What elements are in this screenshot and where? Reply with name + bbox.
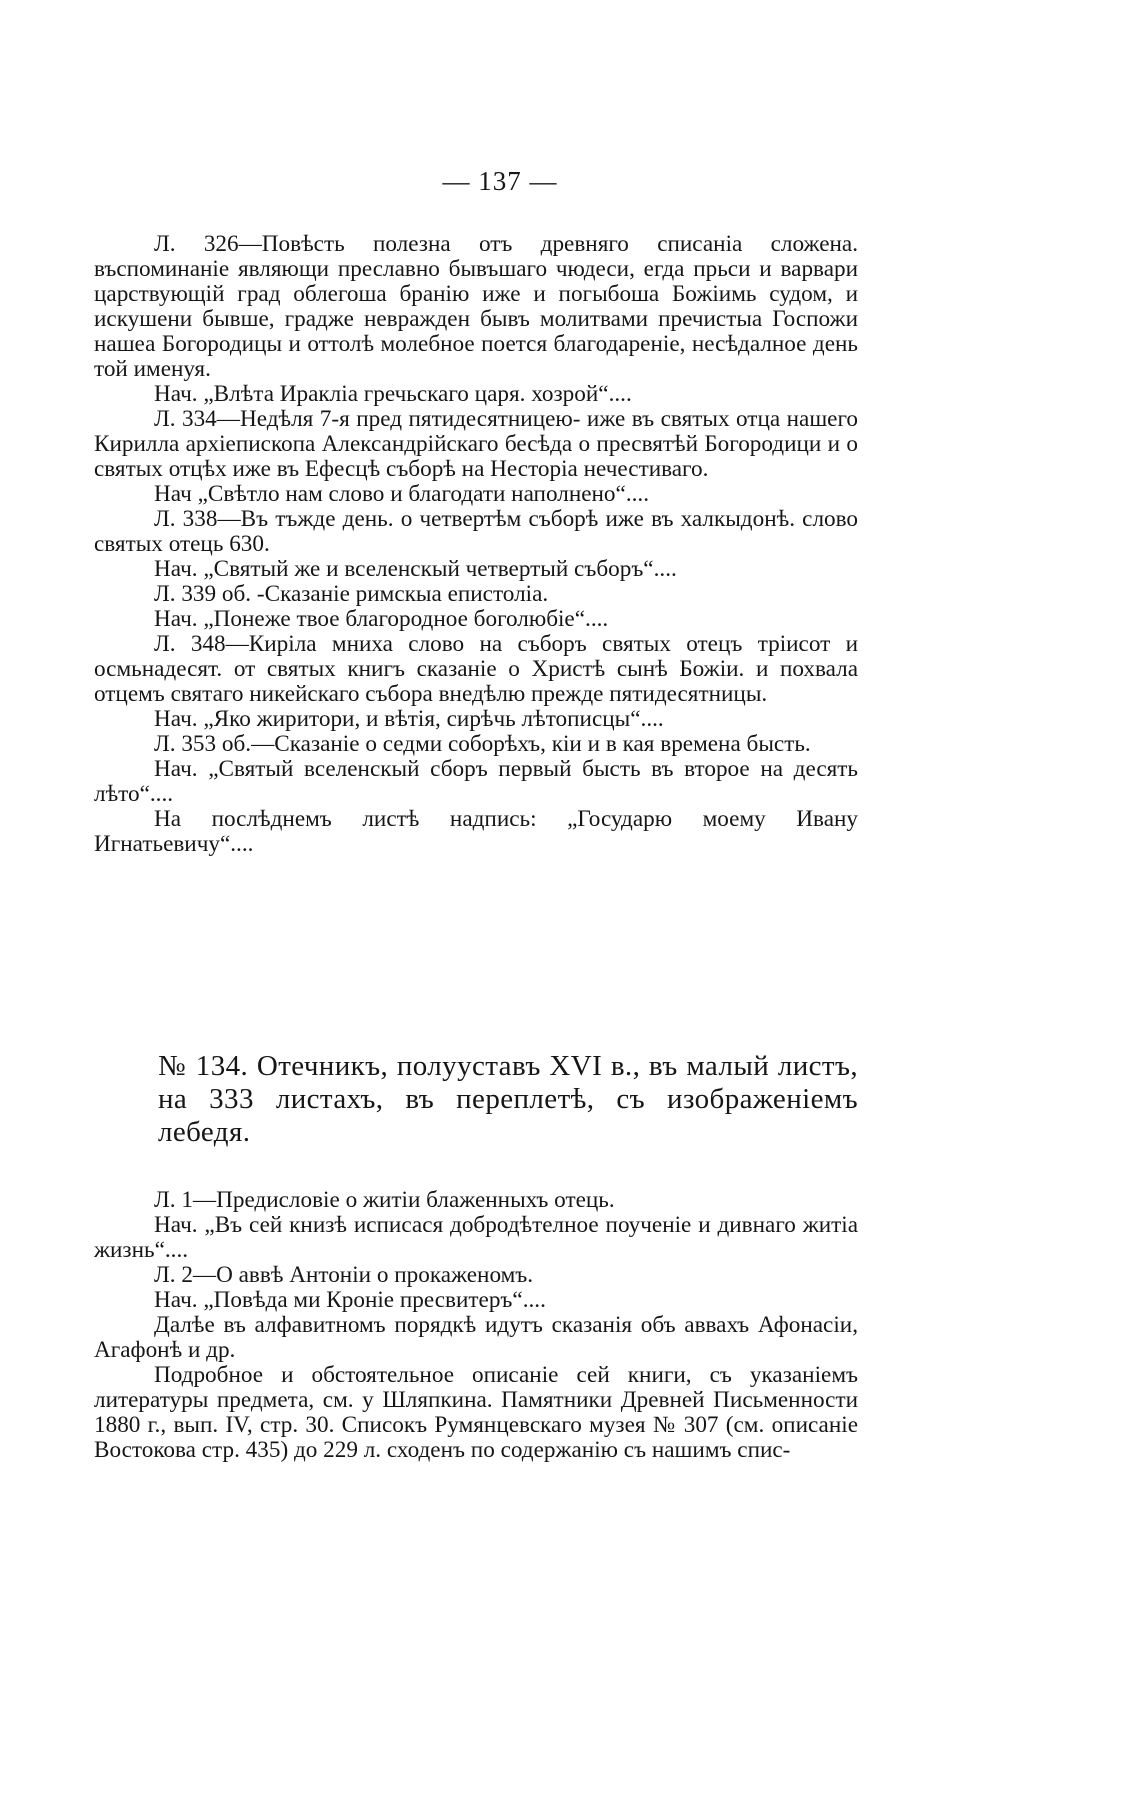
manuscript-entries-continued <box>94 232 858 857</box>
incipit-paragraph: Нач. „Въ сей книзѣ исписася добродѣтелное поученіе и дивнаго житіа жизнь“.... <box>94 1212 858 1263</box>
entry-paragraph: Л. 353 об.—Сказаніе о седми соборѣхъ, кіи и в кая времена бысть. <box>154 731 811 757</box>
entry-paragraph: Л. 348—Киріла мниха слово на съборъ святых отецъ тріисот и осмьнадесят. от святых книгъ сказаніе о Христѣ сынѣ Божіи. и похвала отцемъ святаго никейскаго събора внедѣлю прежде пятидесятницы. <box>94 631 858 707</box>
incipit-paragraph: Нач „Свѣтло нам слово и благодати наполнено“.... <box>154 481 650 507</box>
entry-paragraph: Л. 326—Повѣсть полезна отъ древняго списаніа сложена. въспоминаніе являющи преславно бывъшаго чюдеси, егда прьси и варвари царствующій град облегоша бранію иже и погыбоша Божіимь судом, и искушени бывше, градже невражден бывъ молитвами пречистыа Госпожи нашеа Богородицы и оттолѣ молебное поется благодареніе, несѣдалное день той именуя. <box>94 231 858 382</box>
incipit-paragraph: Нач. „Влѣта Ираклiа гречьскаго царя. хозрой“.... <box>154 381 632 407</box>
entry-paragraph: Л. 339 об. -Сказаніе римскыа епистоліа. <box>154 581 549 607</box>
incipit-paragraph: Нач. „Повѣда ми Кроніе пресвитеръ“.... <box>154 1287 546 1313</box>
manuscript-134-entries <box>94 1188 858 1463</box>
manuscript-heading <box>158 1050 858 1149</box>
entry-paragraph: Л. 1—Предисловіе о житіи блаженныхъ отець. <box>154 1187 615 1213</box>
incipit-paragraph: Нач. „Святый же и вселенскый четвертый съборъ“.... <box>154 556 677 582</box>
entry-paragraph: Л. 338—Въ тъжде день. о четвертѣм съборѣ иже въ халкыдонѣ. слово святых отець 630. <box>94 506 858 557</box>
page-number: — 137 — <box>442 166 558 196</box>
entry-paragraph: Л. 334—Недѣля 7-я пред пятидесятницею- иже въ святых отца нашего Кирилла архіепископа Александрійскаго бесѣда о пресвятѣй Богородици и о святых отцѣх иже въ Ефесцѣ съборѣ на Несторіа нечестиваго. <box>94 406 858 482</box>
manuscript-description: Отечникъ, полууставъ XVI в., въ малый листъ, на 333 листахъ, въ переплетѣ, съ изображеніемъ лебедя. <box>158 1050 858 1148</box>
inscription-paragraph: На послѣднемъ листѣ надпись: „Государю моему Ивану Игнатьевичу“.... <box>94 806 858 857</box>
entry-paragraph: Л. 2—О аввѣ Антоніи о прокаженомъ. <box>154 1262 534 1288</box>
note-paragraph: Далѣе въ алфавитномъ порядкѣ идутъ сказанія объ аввахъ Афонасіи, Агафонѣ и др. <box>94 1312 858 1363</box>
incipit-paragraph: Нач. „Яко жиритори, и вѣтія, сирѣчь лѣтописцы“.... <box>154 706 664 732</box>
incipit-paragraph: Нач. „Понеже твое благородное боголюбіе“.... <box>154 606 609 632</box>
incipit-paragraph: Нач. „Святый вселенскый сборъ первый бысть въ второе на десять лѣто“.... <box>94 756 858 807</box>
bibliography-paragraph: Подробное и обстоятельное описаніе сей книги, съ указаніемъ литературы предмета, см. у Шляпкина. Памятники Древней Письменности 1880 г., вып. IV, стр. 30. Списокъ Румянцевскаго музея № 307 (см. описаніе Востокова стр. 435) до 229 л. сходенъ по содержанію съ нашимъ спис- <box>94 1362 858 1463</box>
manuscript-number: № 134. <box>158 1050 249 1082</box>
